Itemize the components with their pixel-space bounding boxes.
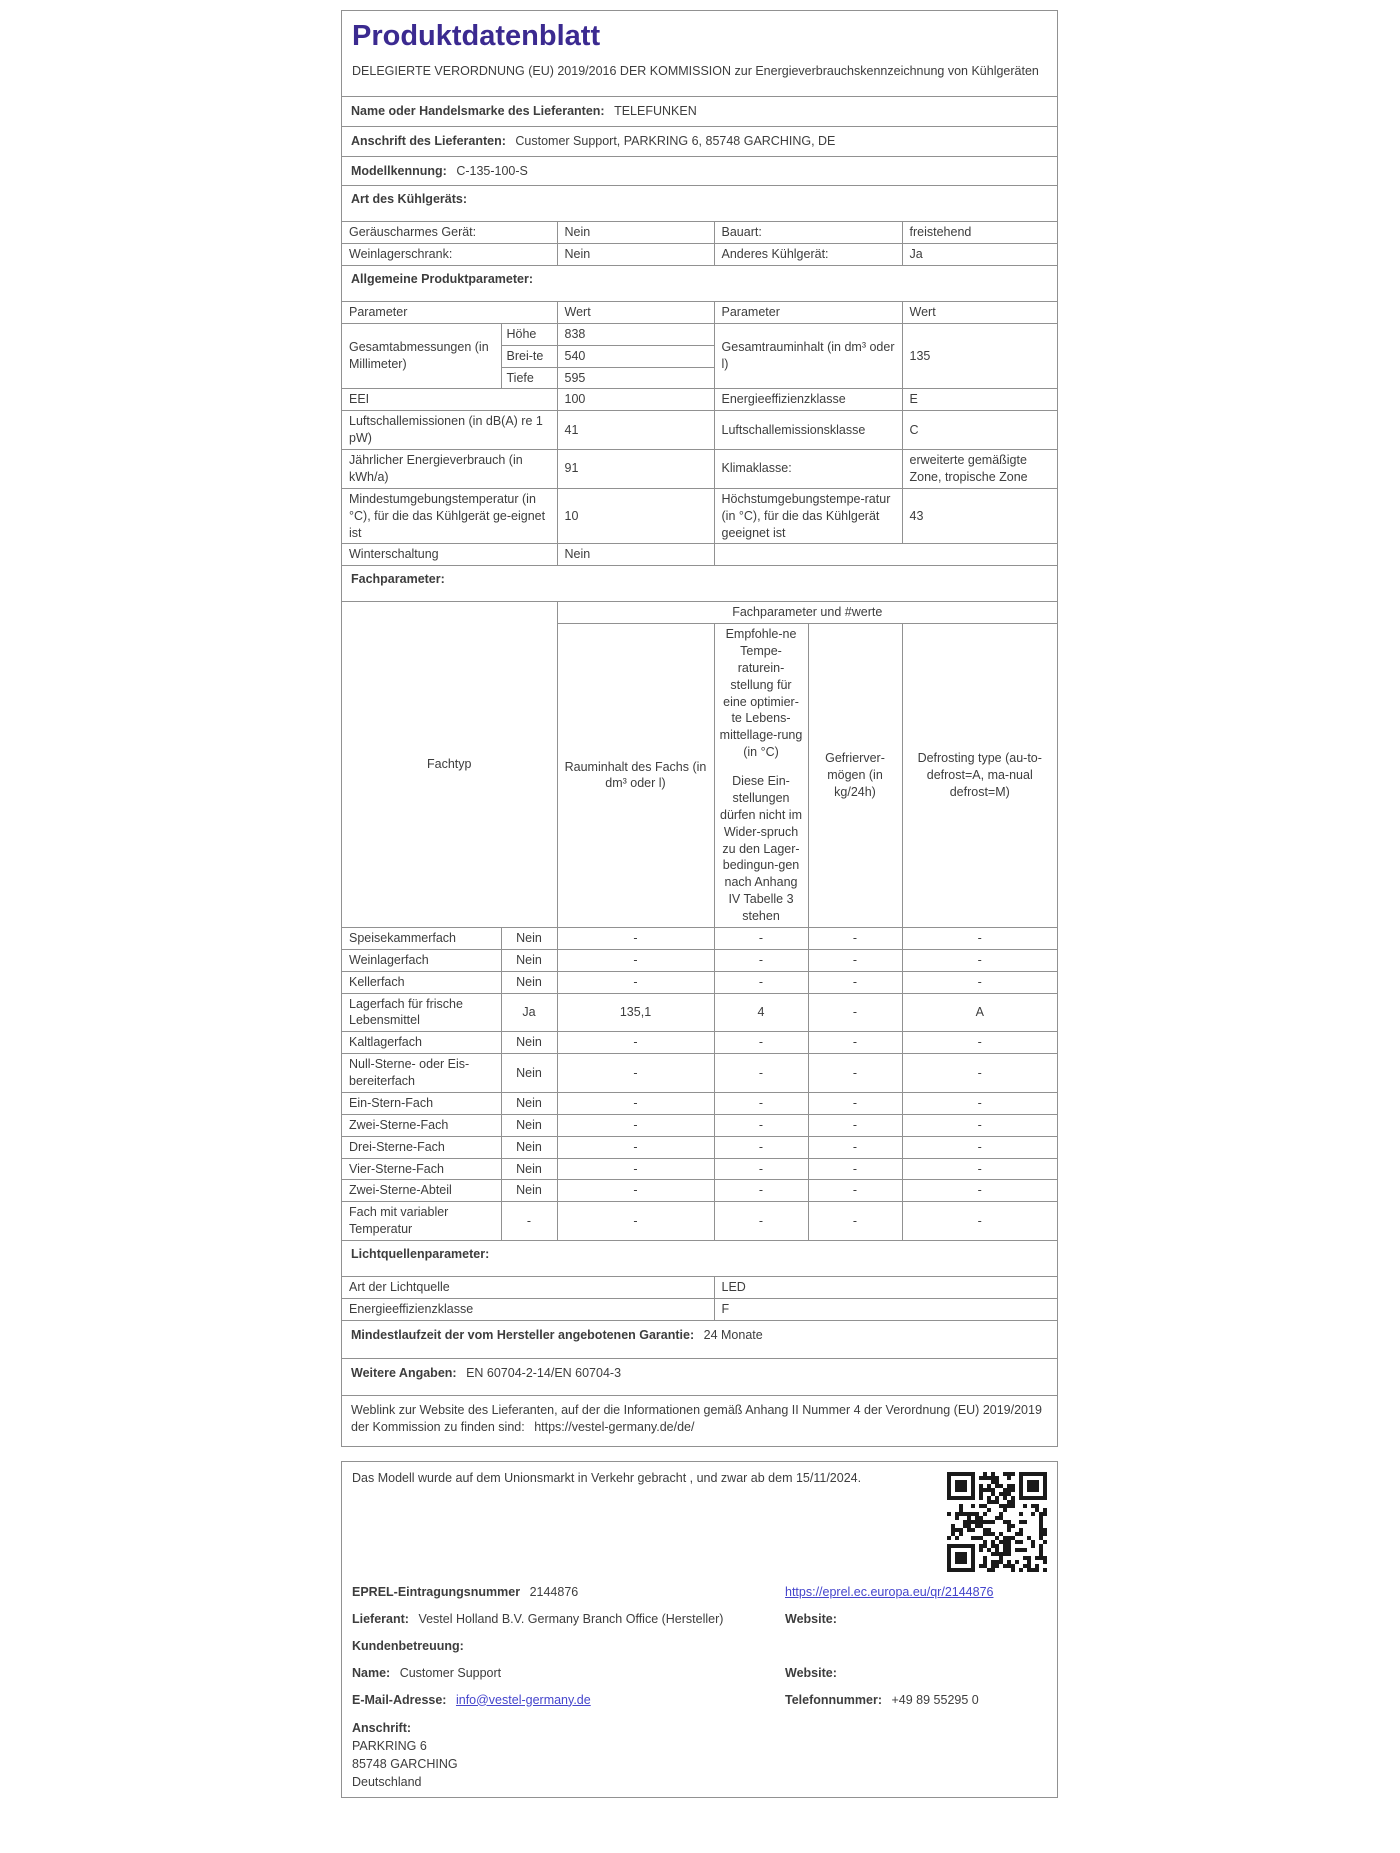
market-info-box bbox=[341, 1461, 1058, 1798]
compartment-volume: - bbox=[557, 949, 714, 971]
param-label: Jährlicher Energieverbrauch (in kWh/a) bbox=[342, 450, 557, 489]
dimension-name: Brei-te bbox=[501, 345, 557, 367]
title-block bbox=[342, 11, 1057, 96]
compartment-temp: - bbox=[714, 949, 808, 971]
compartment-present: Nein bbox=[501, 1180, 557, 1202]
supplier-name-value: TELEFUNKEN bbox=[614, 103, 697, 118]
param-label: Mindestumgebungstemperatur (in °C), für die das Kühlgerät ge-eignet ist bbox=[342, 488, 557, 544]
compartment-name: Kellerfach bbox=[342, 971, 501, 993]
supplier-name-label: Name oder Handelsmarke des Lieferanten: bbox=[351, 103, 605, 118]
compartment-name: Lagerfach für frische Lebensmittel bbox=[342, 993, 501, 1032]
contact-name-label: Name: bbox=[352, 1665, 391, 1680]
param-value: LED bbox=[714, 1277, 1057, 1298]
additional-info-value: EN 60704-2-14/EN 60704-3 bbox=[466, 1365, 622, 1380]
compartment-freeze: - bbox=[808, 1136, 902, 1158]
customer-care-label: Kundenbetreuung: bbox=[352, 1638, 464, 1653]
contact-email-row bbox=[352, 1692, 1047, 1709]
param-label: Energieeffizienzklasse bbox=[714, 389, 902, 411]
address-line: PARKRING 6 bbox=[352, 1738, 427, 1753]
compartment-freeze: - bbox=[808, 1202, 902, 1240]
column-header: Parameter bbox=[714, 302, 902, 323]
table-row bbox=[342, 993, 1057, 1032]
compartment-temp: - bbox=[714, 1158, 808, 1180]
general-section-heading: Allgemeine Produktparameter: bbox=[342, 265, 1057, 301]
param-value: F bbox=[714, 1298, 1057, 1319]
type-table bbox=[342, 222, 1057, 265]
dimension-value: 595 bbox=[557, 367, 714, 389]
compartment-present: Nein bbox=[501, 1092, 557, 1114]
table-row bbox=[342, 971, 1057, 993]
compartment-present: Nein bbox=[501, 1032, 557, 1054]
address-line: 85748 GARCHING bbox=[352, 1756, 458, 1771]
compartment-defrost: - bbox=[902, 1092, 1057, 1114]
temperature-header-text: Empfohle-ne Tempe-raturein-stellung für eine optimier-te Lebens-mittellage-rung (in °C) bbox=[719, 627, 803, 760]
light-source-table bbox=[342, 1277, 1057, 1320]
eprel-link[interactable]: https://eprel.ec.europa.eu/qr/2144876 bbox=[785, 1585, 994, 1600]
table-row bbox=[342, 1158, 1057, 1180]
compartment-volume: - bbox=[557, 1202, 714, 1240]
compartment-freeze: - bbox=[808, 1092, 902, 1114]
compartment-temp: - bbox=[714, 1202, 808, 1240]
column-header-volume: Rauminhalt des Fachs (in dm³ oder l) bbox=[557, 624, 714, 928]
compartment-volume: - bbox=[557, 1136, 714, 1158]
param-label: Höchstumgebungstempe-ratur (in °C), für die das Kühlgerät geeignet ist bbox=[714, 488, 902, 544]
compartment-defrost: - bbox=[902, 1032, 1057, 1054]
table-row bbox=[342, 544, 1057, 565]
table-row bbox=[342, 1277, 1057, 1298]
param-label: Luftschallemissionen (in dB(A) re 1 pW) bbox=[342, 411, 557, 450]
supplier-weblink-row bbox=[342, 1395, 1057, 1446]
compartment-volume: - bbox=[557, 1158, 714, 1180]
table-header-row bbox=[342, 602, 1057, 623]
product-datasheet bbox=[341, 10, 1058, 1798]
compartment-defrost: - bbox=[902, 1136, 1057, 1158]
table-row bbox=[342, 1032, 1057, 1054]
general-table-wrap bbox=[342, 301, 1057, 565]
compartment-volume: 135,1 bbox=[557, 993, 714, 1032]
table-header-row bbox=[342, 302, 1057, 323]
table-row bbox=[342, 1180, 1057, 1202]
email-label: E-Mail-Adresse: bbox=[352, 1692, 447, 1707]
param-label: Weinlagerschrank: bbox=[342, 244, 557, 265]
compartment-present: Nein bbox=[501, 1114, 557, 1136]
compartment-present: Nein bbox=[501, 1136, 557, 1158]
param-value: 135 bbox=[902, 323, 1057, 389]
website-label: Website: bbox=[785, 1612, 837, 1627]
light-table-wrap bbox=[342, 1276, 1057, 1320]
type-table-wrap bbox=[342, 221, 1057, 265]
table-row bbox=[342, 411, 1057, 450]
column-header-temperature bbox=[714, 624, 808, 928]
param-value: 43 bbox=[902, 488, 1057, 544]
compartment-volume: - bbox=[557, 1180, 714, 1202]
table-row bbox=[342, 949, 1057, 971]
model-id-row bbox=[342, 156, 1057, 186]
compartment-temp: - bbox=[714, 1032, 808, 1054]
param-label: Winterschaltung bbox=[342, 544, 557, 565]
table-row bbox=[342, 1092, 1057, 1114]
compartment-freeze: - bbox=[808, 1158, 902, 1180]
compartment-freeze: - bbox=[808, 1054, 902, 1093]
compartment-temp: - bbox=[714, 1136, 808, 1158]
table-row bbox=[342, 1298, 1057, 1319]
warranty-label: Mindestlaufzeit der vom Hersteller angebotenen Garantie: bbox=[351, 1327, 695, 1342]
compartment-freeze: - bbox=[808, 927, 902, 949]
supplier-address-row bbox=[342, 126, 1057, 156]
table-row bbox=[342, 450, 1057, 489]
param-value: erweiterte gemäßigte Zone, tropische Zone bbox=[902, 450, 1057, 489]
param-value: 91 bbox=[557, 450, 714, 489]
compartment-present: Nein bbox=[501, 971, 557, 993]
group-header: Fachparameter und #werte bbox=[557, 602, 1057, 623]
general-parameters-table bbox=[342, 302, 1057, 565]
address-line: Deutschland bbox=[352, 1774, 422, 1789]
temperature-header-note: Diese Ein-stellungen dürfen nicht im Wider-spruch zu den Lager-bedingun-gen nach Anhang IV Tabelle 3 stehen bbox=[720, 774, 802, 924]
qr-code bbox=[947, 1472, 1047, 1572]
supplier-weblink-label: Weblink zur Website des Lieferanten, auf der die Informationen gemäß Anhang II Nummer 4 der Verordnung (EU) 2019/2019 der Kommission zu finden sind: bbox=[351, 1403, 1042, 1435]
param-value: Nein bbox=[557, 544, 714, 565]
table-row bbox=[342, 1114, 1057, 1136]
param-label: Art der Lichtquelle bbox=[342, 1277, 714, 1298]
address-label: Anschrift: bbox=[352, 1720, 412, 1735]
table-row bbox=[342, 1202, 1057, 1240]
param-value: 41 bbox=[557, 411, 714, 450]
table-row bbox=[342, 488, 1057, 544]
compartment-defrost: - bbox=[902, 1054, 1057, 1093]
compartment-name: Ein-Stern-Fach bbox=[342, 1092, 501, 1114]
table-row bbox=[342, 1136, 1057, 1158]
table-row bbox=[342, 1054, 1057, 1093]
compartment-present: - bbox=[501, 1202, 557, 1240]
compartment-temp: - bbox=[714, 1180, 808, 1202]
additional-info-label: Weitere Angaben: bbox=[351, 1365, 457, 1380]
website-label: Website: bbox=[785, 1665, 837, 1680]
page-title: Produktdatenblatt bbox=[352, 20, 601, 52]
param-label: Gesamtabmessungen (in Millimeter) bbox=[342, 323, 501, 389]
column-header-fachtyp: Fachtyp bbox=[342, 602, 557, 927]
param-value: Nein bbox=[557, 222, 714, 243]
supplier-weblink-value: https://vestel-germany.de/de/ bbox=[534, 1420, 695, 1435]
compartment-name: Zwei-Sterne-Abteil bbox=[342, 1180, 501, 1202]
dimension-name: Tiefe bbox=[501, 367, 557, 389]
compartment-name: Drei-Sterne-Fach bbox=[342, 1136, 501, 1158]
compartment-freeze: - bbox=[808, 1114, 902, 1136]
compartment-defrost: A bbox=[902, 993, 1057, 1032]
additional-info-row bbox=[342, 1358, 1057, 1396]
compartment-volume: - bbox=[557, 1092, 714, 1114]
compartment-name: Null-Sterne- oder Eis-bereiterfach bbox=[342, 1054, 501, 1093]
supplier-address-value: Customer Support, PARKRING 6, 85748 GARCHING, DE bbox=[515, 133, 836, 148]
compartment-table bbox=[342, 602, 1057, 1240]
eprel-label: EPREL-Eintragungsnummer bbox=[352, 1585, 521, 1600]
datasheet-main-box bbox=[341, 10, 1058, 1447]
dimension-value: 540 bbox=[557, 345, 714, 367]
table-row bbox=[342, 244, 1057, 265]
column-header-defrost: Defrosting type (au-to-defrost=A, ma-nual defrost=M) bbox=[902, 624, 1057, 928]
param-value: E bbox=[902, 389, 1057, 411]
compartment-freeze: - bbox=[808, 1180, 902, 1202]
compartment-name: Speisekammerfach bbox=[342, 927, 501, 949]
compartment-volume: - bbox=[557, 1054, 714, 1093]
regulation-subtitle: DELEGIERTE VERORDNUNG (EU) 2019/2016 DER KOMMISSION zur Energieverbrauchskennzeichnung von Kühlgeräten bbox=[352, 63, 1039, 78]
market-intro: Das Modell wurde auf dem Unionsmarkt in Verkehr gebracht , und zwar ab dem 15/11/2024. bbox=[352, 1471, 862, 1486]
param-label: Anderes Kühlgerät: bbox=[714, 244, 902, 265]
compartment-name: Zwei-Sterne-Fach bbox=[342, 1114, 501, 1136]
param-label: Gesamtrauminhalt (in dm³ oder l) bbox=[714, 323, 902, 389]
fach-section-heading: Fachparameter: bbox=[342, 565, 1057, 601]
table-row bbox=[342, 927, 1057, 949]
supplier-name-row bbox=[342, 96, 1057, 126]
empty-cell bbox=[714, 544, 1057, 565]
compartment-volume: - bbox=[557, 927, 714, 949]
compartment-temp: 4 bbox=[714, 993, 808, 1032]
param-label: Energieeffizienzklasse bbox=[342, 1298, 714, 1319]
warranty-row bbox=[342, 1320, 1057, 1358]
compartment-present: Nein bbox=[501, 1054, 557, 1093]
contact-name-row bbox=[352, 1665, 1047, 1682]
compartment-present: Nein bbox=[501, 1158, 557, 1180]
param-value: Nein bbox=[557, 244, 714, 265]
phone-value: +49 89 55295 0 bbox=[891, 1692, 979, 1707]
compartment-temp: - bbox=[714, 1092, 808, 1114]
fach-table-wrap bbox=[342, 601, 1057, 1240]
model-id-value: C-135-100-S bbox=[456, 163, 528, 178]
compartment-volume: - bbox=[557, 1114, 714, 1136]
eprel-row bbox=[352, 1584, 1047, 1601]
compartment-present: Nein bbox=[501, 949, 557, 971]
contact-address-block bbox=[352, 1719, 1047, 1792]
phone-label: Telefonnummer: bbox=[785, 1692, 882, 1707]
type-section-heading: Art des Kühlgeräts: bbox=[342, 185, 1057, 221]
compartment-name: Fach mit variabler Temperatur bbox=[342, 1202, 501, 1240]
compartment-temp: - bbox=[714, 1114, 808, 1136]
manufacturer-label: Lieferant: bbox=[352, 1612, 409, 1627]
supplier-address-label: Anschrift des Lieferanten: bbox=[351, 133, 506, 148]
compartment-name: Vier-Sterne-Fach bbox=[342, 1158, 501, 1180]
model-id-label: Modellkennung: bbox=[351, 163, 447, 178]
table-row bbox=[342, 389, 1057, 411]
column-header: Wert bbox=[902, 302, 1057, 323]
compartment-defrost: - bbox=[902, 1202, 1057, 1240]
warranty-value: 24 Monate bbox=[703, 1327, 763, 1342]
compartment-volume: - bbox=[557, 971, 714, 993]
param-label: EEI bbox=[342, 389, 557, 411]
compartment-defrost: - bbox=[902, 1114, 1057, 1136]
email-link[interactable]: info@vestel-germany.de bbox=[455, 1692, 591, 1707]
compartment-name: Kaltlagerfach bbox=[342, 1032, 501, 1054]
dimension-value: 838 bbox=[557, 323, 714, 345]
manufacturer-row bbox=[352, 1611, 1047, 1628]
compartment-freeze: - bbox=[808, 993, 902, 1032]
dimension-name: Höhe bbox=[501, 323, 557, 345]
compartment-present: Ja bbox=[501, 993, 557, 1032]
manufacturer-value: Vestel Holland B.V. Germany Branch Office (Hersteller) bbox=[418, 1612, 724, 1627]
compartment-freeze: - bbox=[808, 971, 902, 993]
param-label: Geräuscharmes Gerät: bbox=[342, 222, 557, 243]
column-header: Parameter bbox=[342, 302, 557, 323]
compartment-defrost: - bbox=[902, 1180, 1057, 1202]
compartment-freeze: - bbox=[808, 949, 902, 971]
contact-name-value: Customer Support bbox=[399, 1665, 502, 1680]
param-label: Klimaklasse: bbox=[714, 450, 902, 489]
compartment-defrost: - bbox=[902, 949, 1057, 971]
param-value: freistehend bbox=[902, 222, 1057, 243]
table-row bbox=[342, 323, 1057, 345]
param-value: 10 bbox=[557, 488, 714, 544]
param-value: Ja bbox=[902, 244, 1057, 265]
param-value: C bbox=[902, 411, 1057, 450]
param-label: Bauart: bbox=[714, 222, 902, 243]
compartment-present: Nein bbox=[501, 927, 557, 949]
compartment-volume: - bbox=[557, 1032, 714, 1054]
column-header-freezing: Gefrierver-mögen (in kg/24h) bbox=[808, 624, 902, 928]
table-row bbox=[342, 222, 1057, 243]
customer-care-heading bbox=[352, 1638, 1047, 1655]
light-section-heading: Lichtquellenparameter: bbox=[342, 1240, 1057, 1276]
compartment-temp: - bbox=[714, 971, 808, 993]
eprel-number: 2144876 bbox=[529, 1585, 579, 1600]
param-value: 100 bbox=[557, 389, 714, 411]
compartment-name: Weinlagerfach bbox=[342, 949, 501, 971]
param-label: Luftschallemissionsklasse bbox=[714, 411, 902, 450]
compartment-freeze: - bbox=[808, 1032, 902, 1054]
column-header: Wert bbox=[557, 302, 714, 323]
compartment-defrost: - bbox=[902, 971, 1057, 993]
compartment-defrost: - bbox=[902, 927, 1057, 949]
compartment-temp: - bbox=[714, 927, 808, 949]
compartment-temp: - bbox=[714, 1054, 808, 1093]
compartment-defrost: - bbox=[902, 1158, 1057, 1180]
